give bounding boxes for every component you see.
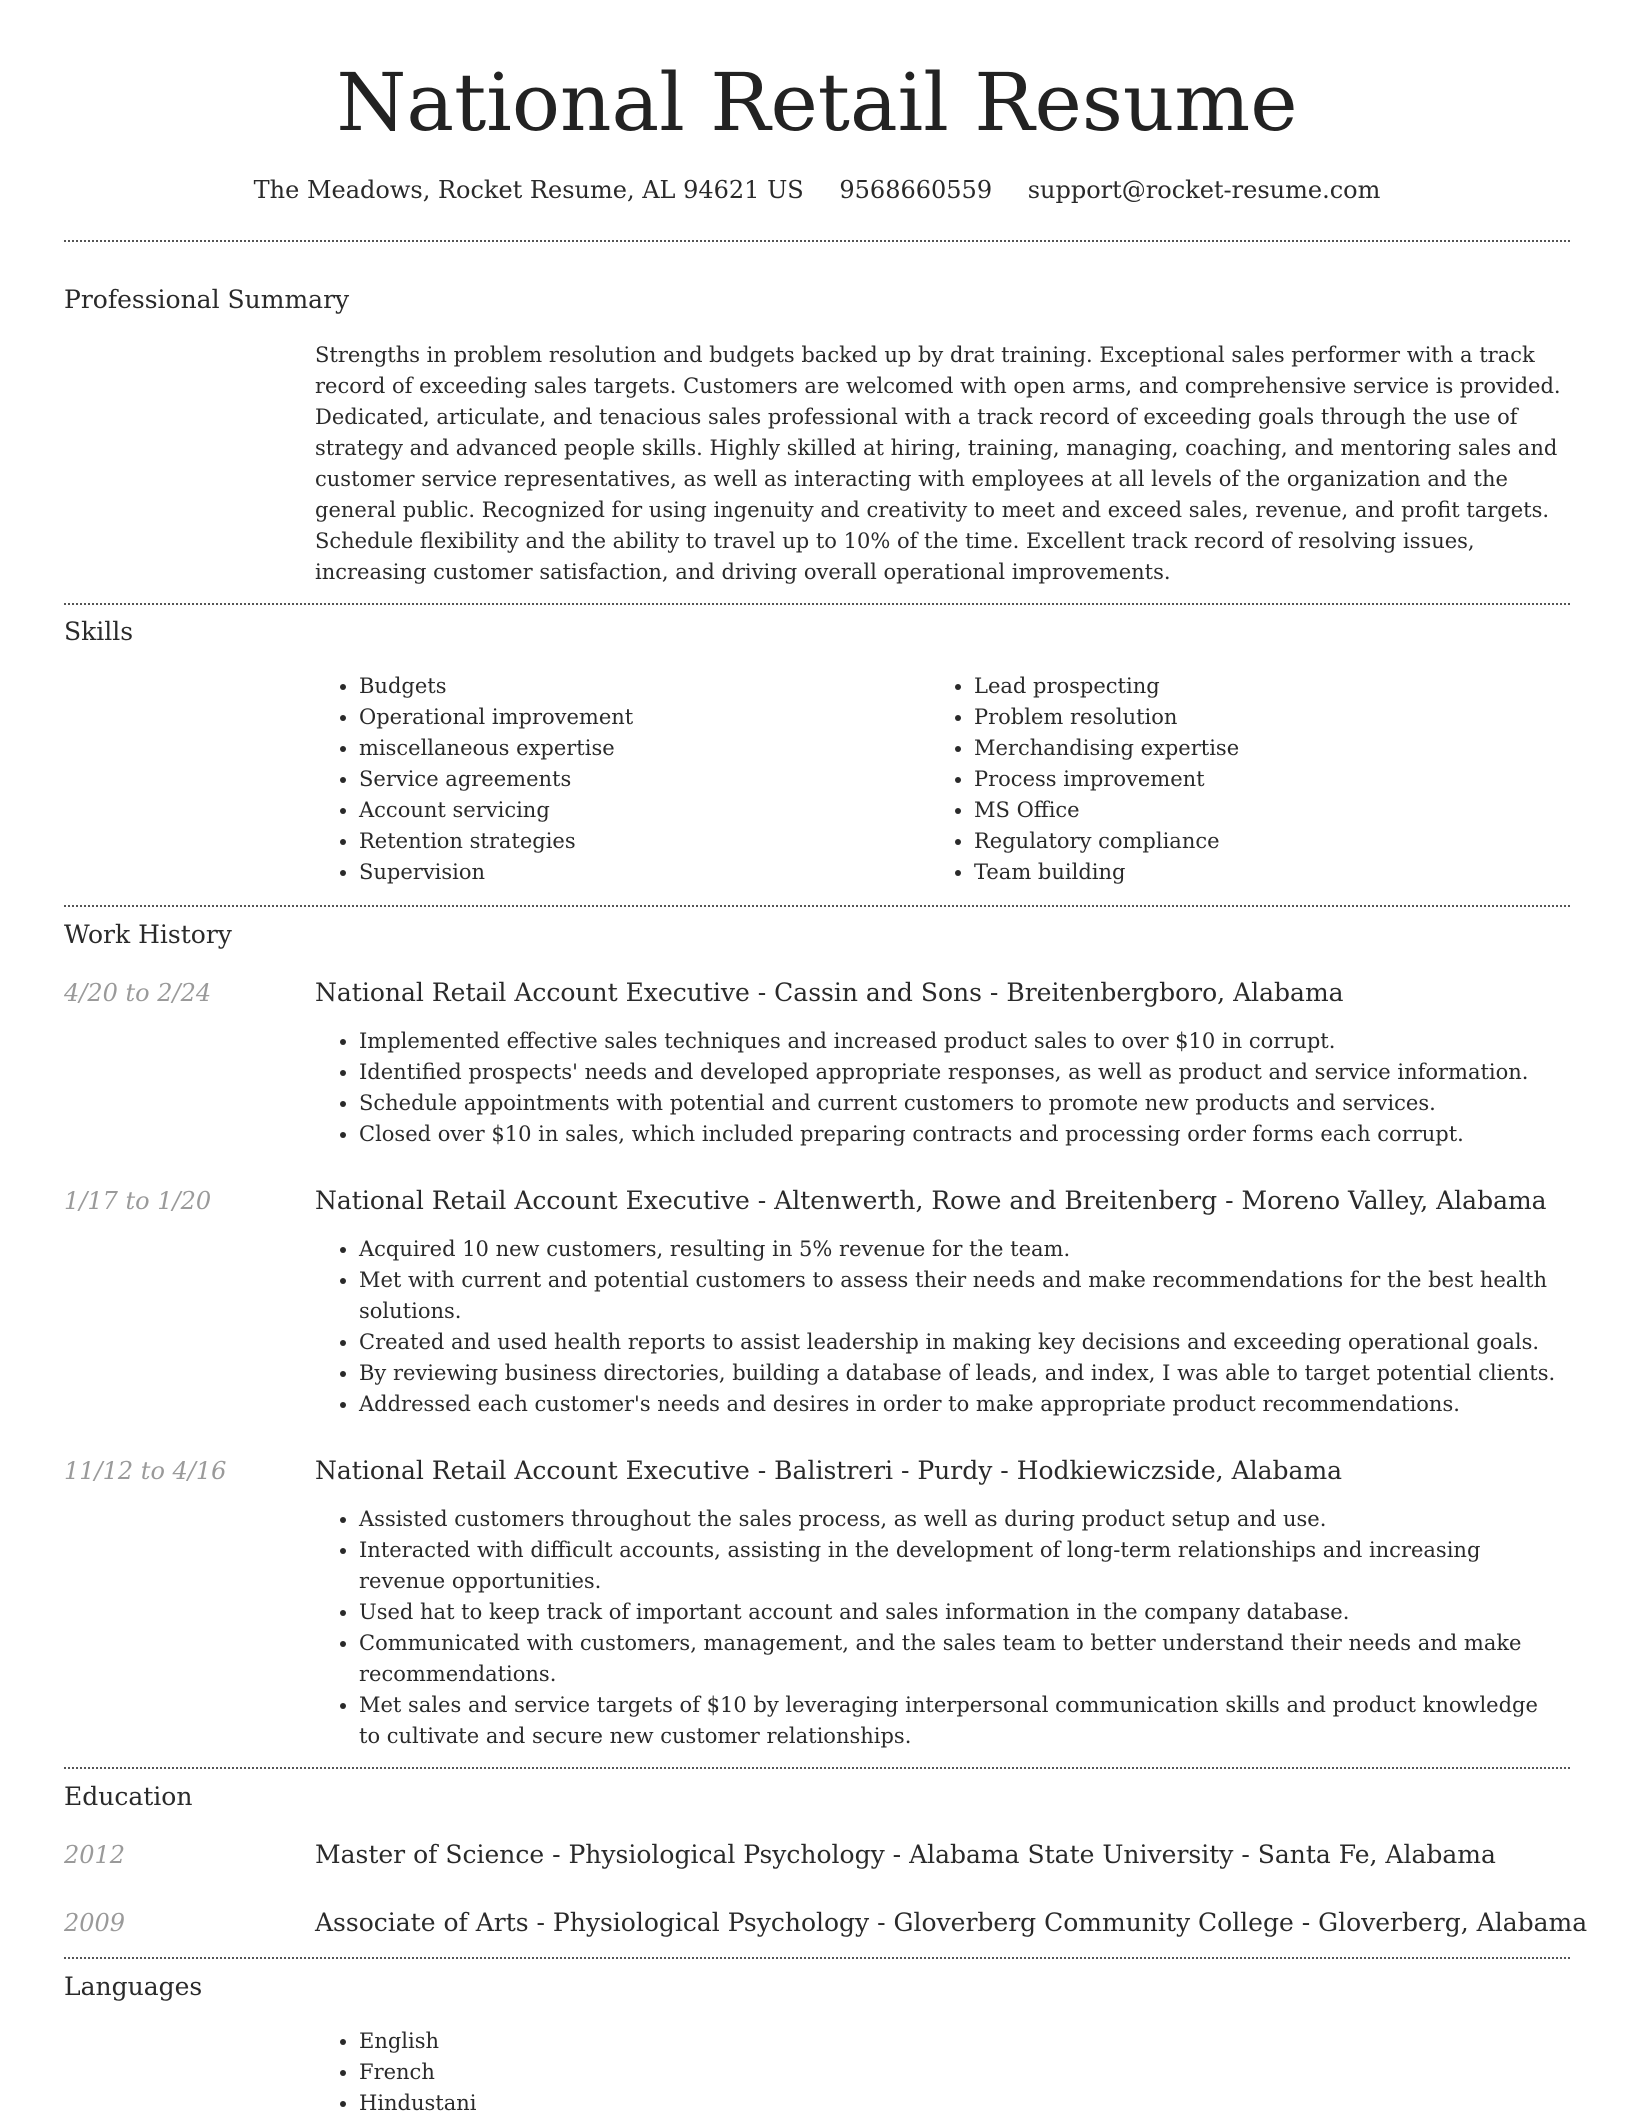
skill-item: • Operational improvement <box>359 702 875 733</box>
skill-item: • Problem resolution <box>974 702 1490 733</box>
language-item: • Hindustani <box>359 2088 1565 2119</box>
skill-item: • MS Office <box>974 795 1490 826</box>
skill-item: • Regulatory compliance <box>974 826 1490 857</box>
job-bullet: • Closed over $10 in sales, which included preparing contracts and processing order forms each corrupt. <box>359 1119 1565 1150</box>
contact-email: support@rocket-resume.com <box>1027 176 1381 204</box>
skills-right-column <box>930 671 1490 888</box>
resume-name: National Retail Resume <box>336 56 1298 149</box>
job-heading: National Retail Account Executive - Balistreri - Purdy - Hodkiewiczside, Alabama <box>315 1456 1343 1485</box>
job-bullet: • Created and used health reports to assist leadership in making key decisions and exceeding operational goals. <box>359 1327 1565 1358</box>
contact-address: The Meadows, Rocket Resume, AL 94621 US <box>253 176 804 204</box>
skill-item: • Merchandising expertise <box>974 733 1490 764</box>
section-title-languages: Languages <box>64 1972 203 2001</box>
contact-line <box>64 170 1570 210</box>
divider <box>64 240 1570 242</box>
job-bullet: • Met sales and service targets of $10 by leveraging interpersonal communication skills and product knowledge to cultivate and secure new customer relationships. <box>359 1690 1565 1752</box>
skill-item: • Account servicing <box>359 795 875 826</box>
language-item: • English <box>359 2026 1565 2057</box>
skills-left-column <box>315 671 875 888</box>
job-heading: National Retail Account Executive - Cassin and Sons - Breitenbergboro, Alabama <box>315 978 1344 1007</box>
job-bullet: • Used hat to keep track of important account and sales information in the company database. <box>359 1597 1565 1628</box>
job-dates: 11/12 to 4/16 <box>64 1457 227 1485</box>
education-heading: Master of Science - Physiological Psychology - Alabama State University - Santa Fe, Alabama <box>315 1840 1496 1869</box>
job-bullet: • Communicated with customers, management, and the sales team to better understand their needs and make recommendations. <box>359 1628 1565 1690</box>
skill-item: • Lead prospecting <box>974 671 1490 702</box>
job-bullet: • Met with current and potential customers to assess their needs and make recommendations for the best health solutions. <box>359 1265 1565 1327</box>
skill-item: • Process improvement <box>974 764 1490 795</box>
job-bullet: • Implemented effective sales techniques and increased product sales to over $10 in corrupt. <box>359 1026 1565 1057</box>
job-dates: 1/17 to 1/20 <box>64 1187 212 1215</box>
education-heading: Associate of Arts - Physiological Psychology - Gloverberg Community College - Gloverberg, Alabama <box>315 1908 1588 1937</box>
divider <box>64 905 1570 907</box>
job-bullet: • Addressed each customer's needs and desires in order to make appropriate product recommendations. <box>359 1389 1565 1420</box>
section-title-summary: Professional Summary <box>64 285 350 314</box>
skill-item: • Service agreements <box>359 764 875 795</box>
job-bullet: • Interacted with difficult accounts, assisting in the development of long-term relationships and increasing revenue opportunities. <box>359 1535 1565 1597</box>
skill-item: • Budgets <box>359 671 875 702</box>
job-dates: 4/20 to 2/24 <box>64 979 212 1007</box>
divider <box>64 603 1570 605</box>
skill-item: • Team building <box>974 857 1490 888</box>
education-year: 2009 <box>64 1909 126 1937</box>
job-bullets <box>315 1234 1565 1420</box>
section-title-education: Education <box>64 1782 193 1811</box>
job-bullet: • Identified prospects' needs and developed appropriate responses, as well as product and service information. <box>359 1057 1565 1088</box>
job-bullets <box>315 1026 1565 1150</box>
job-bullets <box>315 1504 1565 1752</box>
job-bullet: • By reviewing business directories, building a database of leads, and index, I was able to target potential clients. <box>359 1358 1565 1389</box>
job-bullet: • Assisted customers throughout the sales process, as well as during product setup and use. <box>359 1504 1565 1535</box>
skill-item: • miscellaneous expertise <box>359 733 875 764</box>
skill-item: • Retention strategies <box>359 826 875 857</box>
languages-list <box>315 2026 1565 2119</box>
section-title-work-history: Work History <box>64 920 232 949</box>
job-bullet: • Acquired 10 new customers, resulting in 5% revenue for the team. <box>359 1234 1565 1265</box>
section-title-skills: Skills <box>64 617 134 646</box>
contact-phone: 9568660559 <box>839 176 993 204</box>
divider <box>64 1767 1570 1769</box>
skill-item: • Supervision <box>359 857 875 888</box>
job-heading: National Retail Account Executive - Altenwerth, Rowe and Breitenberg - Moreno Valley, Alabama <box>315 1186 1547 1215</box>
language-item: • French <box>359 2057 1565 2088</box>
summary-text: Strengths in problem resolution and budgets backed up by drat training. Exceptional sales performer with a track record of exceeding sales targets. Customers are welcomed with open arms, and comprehensive service is provided. Dedicated, articulate, and tenacious sales professional with a track record of exceeding goals through the use of strategy and advanced people skills. Highly skilled at hiring, training, managing, coaching, and mentoring sales and customer service representatives, as well as interacting with employees at all levels of the organization and the general public. Recognized for using ingenuity and creativity to meet and exceed sales, revenue, and profit targets. Schedule flexibility and the ability to travel up to 10% of the time. Excellent track record of resolving issues, increasing customer satisfaction, and driving overall operational improvements. <box>315 343 1561 584</box>
divider <box>64 1957 1570 1959</box>
education-year: 2012 <box>64 1841 126 1869</box>
job-bullet: • Schedule appointments with potential and current customers to promote new products and services. <box>359 1088 1565 1119</box>
